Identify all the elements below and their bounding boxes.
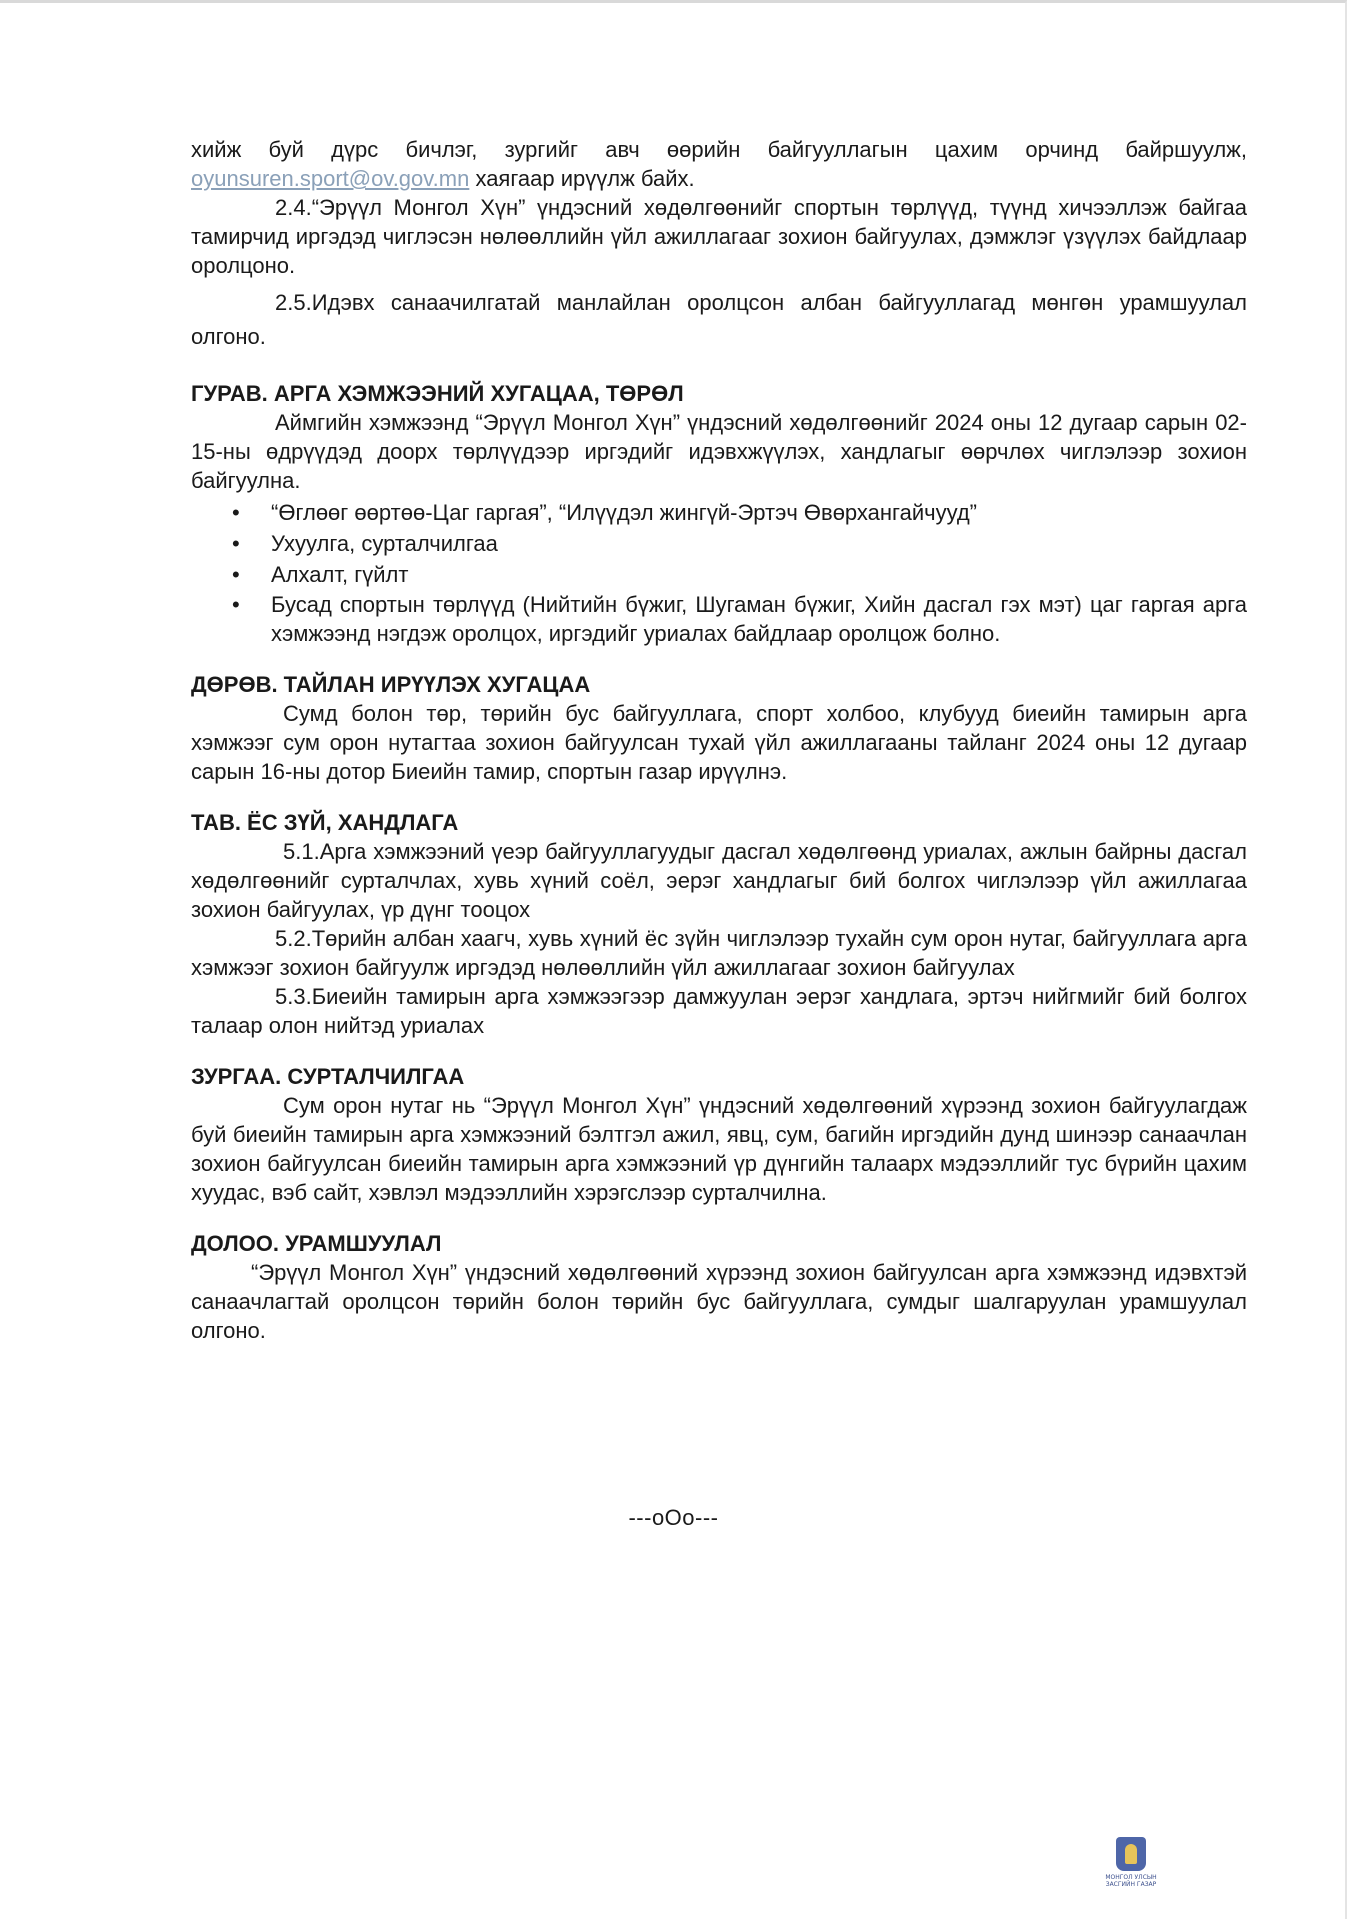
- section-3-bullet-list: [191, 497, 1247, 648]
- intro-text: хийж буй дүрс бичлэг, зургийг авч өөрийн байгууллагын цахим орчинд байршуулж,: [191, 137, 1247, 162]
- section-3-paragraph: Аймгийн хэмжээнд “Эрүүл Монгол Хүн” үндэсний хөдөлгөөнийг 2024 оны 12 дугаар сарын 02-15-ны өдрүүдэд доорх төрлүүдээр иргэдийг идэвхжүүлэх, хандлагыг өөрчлөх чиглэлээр зохион байгуулна.: [191, 410, 1247, 493]
- list-item: • Ухуулга, сурталчилгаа: [191, 528, 1247, 559]
- logo-text: МОНГОЛ УЛСЫН ЗАСГИЙН ГАЗАР: [1105, 1874, 1157, 1888]
- list-item: • Алхалт, гүйлт: [191, 559, 1247, 590]
- bullet-icon: •: [232, 562, 240, 587]
- section-4-paragraph: Сумд болон төр, төрийн бус байгууллага, спорт холбоо, клубууд биеийн тамирын арга хэмжээг сум орон нутагтаа зохион байгуулсан тухай үйл ажиллагааны тайланг 2024 оны 12 дугаар сарын 16-ны дотор Биеийн тамир, спортын газар ирүүлнэ.: [191, 701, 1247, 784]
- section-6-heading: ЗУРГАА. СУРТАЛЧИЛГАА: [191, 1064, 465, 1089]
- government-logo: [1100, 1837, 1162, 1899]
- email-link[interactable]: oyunsuren.sport@ov.gov.mn: [191, 166, 470, 191]
- paragraph-2-4: 2.4.“Эрүүл Монгол Хүн” үндэсний хөдөлгөөнийг спортын төрлүүд, түүнд хичээллэж байгаа тамирчид иргэдэд чиглэсэн нөлөөллийн үйл ажиллагааг зохион байгуулах, дэмжлэг үзүүлэх байдлаар оролцоно.: [191, 195, 1247, 278]
- intro-paragraph: [191, 135, 1247, 193]
- section-5-heading: ТАВ. ЁС ЗҮЙ, ХАНДЛАГА: [191, 810, 459, 835]
- list-item: • “Өглөөг өөртөө-Цаг гаргая”, “Илүүдэл жингүй-Эртэч Өвөрхангайчууд”: [191, 497, 1247, 528]
- section-4-heading: ДӨРӨВ. ТАЙЛАН ИРҮҮЛЭХ ХУГАЦАА: [191, 672, 591, 697]
- paragraph-5-1: 5.1.Арга хэмжээний үеэр байгууллагуудыг дасгал хөдөлгөөнд уриалах, ажлын байрны дасгал хөдөлгөөнийг сурталчлах, хувь хүний соёл, эерэг хандлагыг бий болгох чиглэлээр үйл ажиллагаа зохион байгуулах, үр дүнг тооцох: [191, 839, 1247, 922]
- document-body: [191, 135, 1247, 1345]
- bullet-icon: •: [232, 592, 240, 617]
- intro-suffix: хаягаар ирүүлж байх.: [469, 166, 695, 191]
- paragraph-5-3: 5.3.Биеийн тамирын арга хэмжээгээр дамжуулан эерэг хандлага, эртэч нийгмийг бий болгох талаар олон нийтэд уриалах: [191, 984, 1247, 1038]
- section-3-heading: ГУРАВ. АРГА ХЭМЖЭЭНИЙ ХУГАЦАА, ТӨРӨЛ: [191, 381, 684, 406]
- soyombo-emblem-icon: [1116, 1837, 1146, 1871]
- paragraph-2-5: 2.5.Идэвх санаачилгатай манлайлан оролцсон албан байгууллагад мөнгөн урамшуулал олгоно.: [191, 290, 1247, 349]
- section-7-heading: ДОЛОО. УРАМШУУЛАЛ: [191, 1231, 442, 1256]
- bullet-icon: •: [232, 531, 240, 556]
- end-mark: ---oOo---: [628, 1505, 719, 1530]
- section-6-paragraph: Сум орон нутаг нь “Эрүүл Монгол Хүн” үндэсний хөдөлгөөний хүрээнд зохион байгуулагдаж буй биеийн тамирын арга хэмжээний бэлтгэл ажил, явц, сум, багийн иргэдийн дунд шинээр санаачлан зохион байгуулсан биеийн тамирын арга хэмжээний үр дүнгийн талаарх мэдээллийг тус бүрийн цахим хуудас, вэб сайт, хэвлэл мэдээллийн хэрэгслээр сурталчилна.: [191, 1093, 1247, 1205]
- list-item: • Бусад спортын төрлүүд (Нийтийн бүжиг, Шугаман бүжиг, Хийн дасгал гэх мэт) цаг гаргая арга хэмжээнд нэгдэж оролцох, иргэдийг уриалах байдлаар оролцож болно.: [232, 592, 1247, 646]
- section-7-paragraph: “Эрүүл Монгол Хүн” үндэсний хөдөлгөөний хүрээнд зохион байгуулсан арга хэмжээнд идэвхтэй санаачлагтай оролцсон төрийн болон төрийн бус байгууллага, сумдыг шалгаруулан урамшуулал олгоно.: [191, 1260, 1247, 1343]
- bullet-icon: •: [232, 500, 240, 525]
- paragraph-5-2: 5.2.Төрийн албан хаагч, хувь хүний ёс зүйн чиглэлээр тухайн сум орон нутаг, байгууллага арга хэмжээг зохион байгуулж иргэдэд нөлөөллийн үйл ажиллагааг зохион байгуулах: [191, 926, 1247, 980]
